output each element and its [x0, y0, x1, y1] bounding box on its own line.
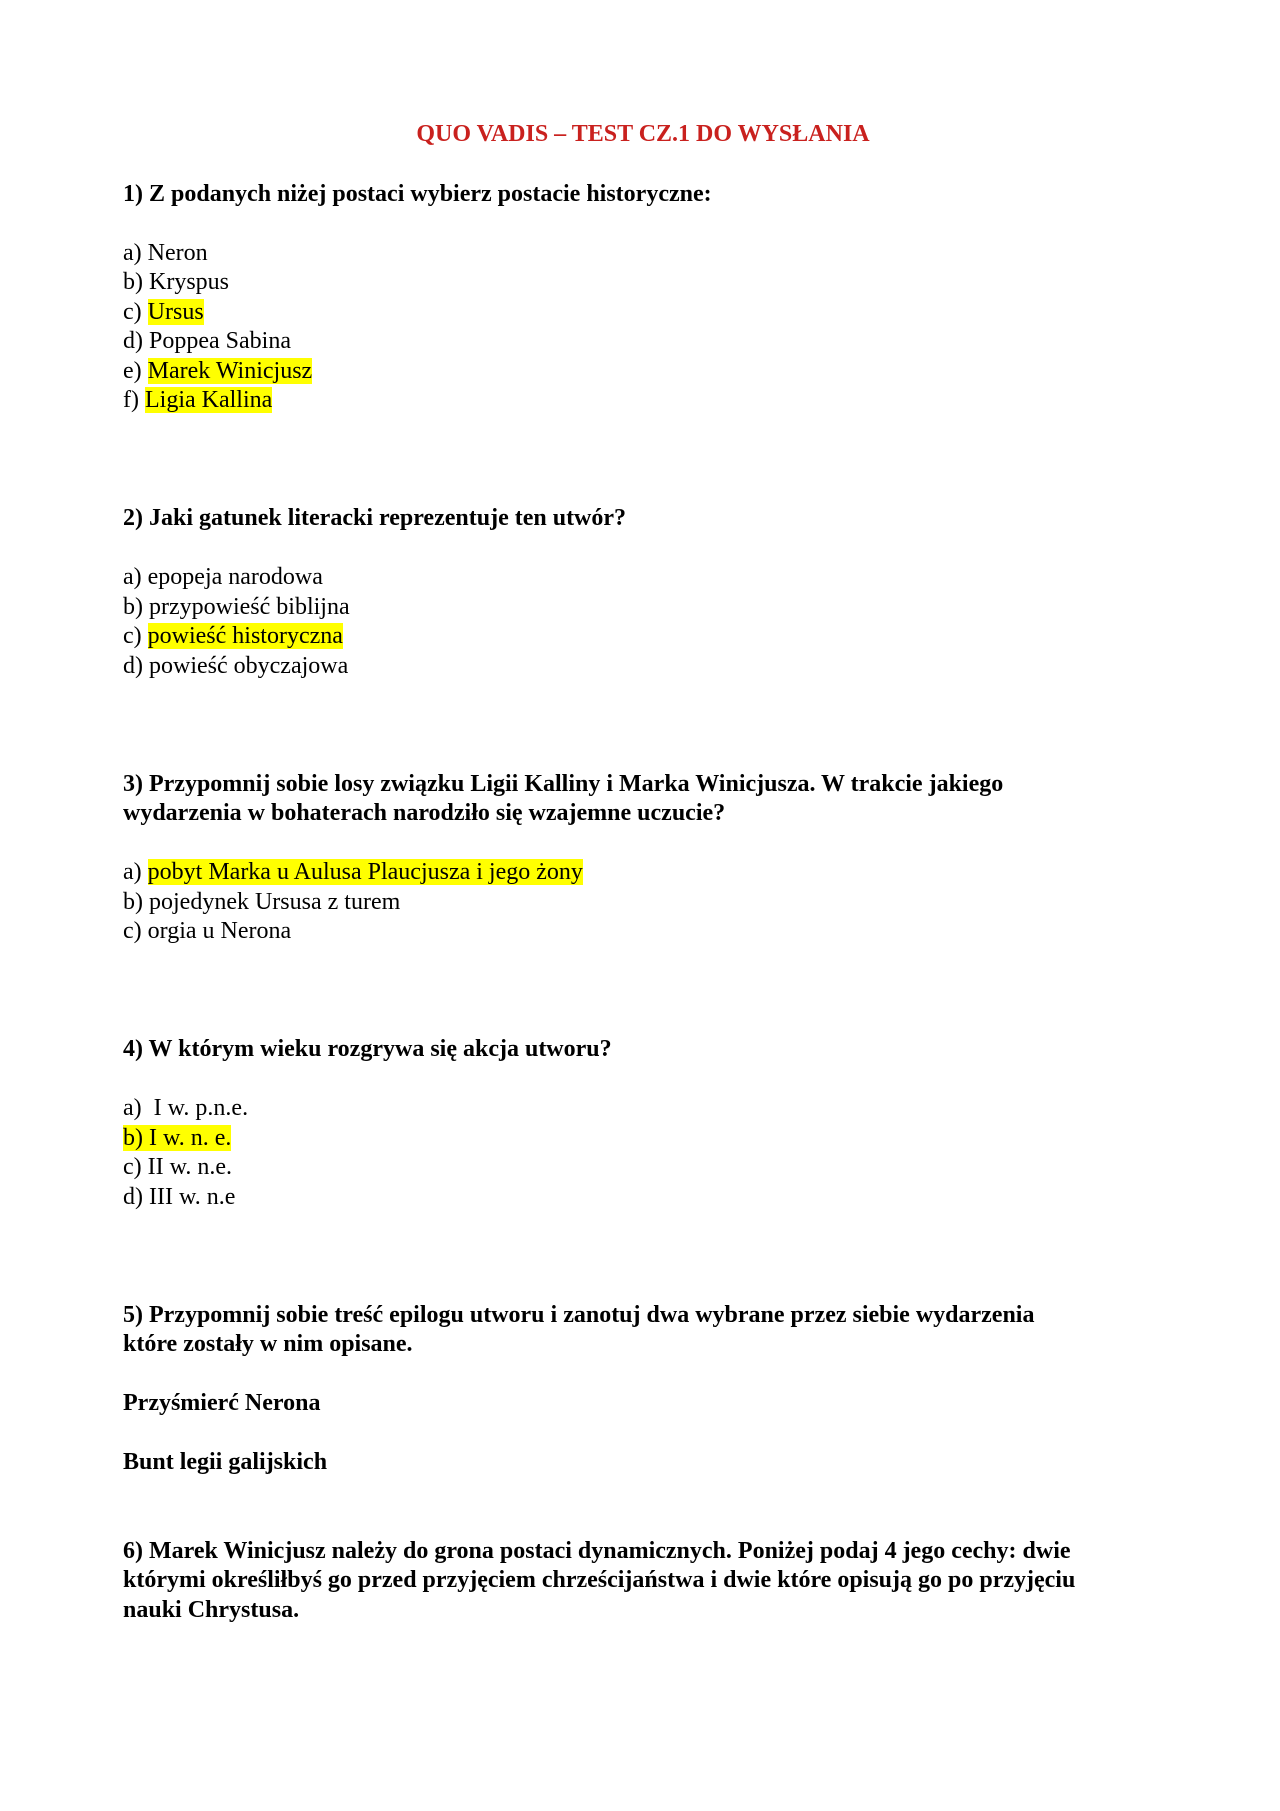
highlighted-answer: b) I w. n. e.: [123, 1124, 232, 1151]
q5-answer-1: Przyśmierć Nerona: [123, 1390, 321, 1416]
q3-option-a: a) pobyt Marka u Aulusa Plaucjusza i jego żony: [123, 859, 583, 885]
q2-option-d: d) powieść obyczajowa: [123, 652, 349, 679]
question-2: 2) Jaki gatunek literacki reprezentuje ten utwór?: [123, 505, 627, 531]
q4-option-c: c) II w. n.e.: [123, 1154, 233, 1180]
question-6-line-3: nauki Chrystusa.: [123, 1596, 300, 1623]
q3-option-c: c) orgia u Nerona: [123, 918, 292, 944]
question-5-line-1: 5) Przypomnij sobie treść epilogu utworu i zanotuj dwa wybrane przez siebie wydarzenia: [123, 1301, 1035, 1328]
q5-answer-2: Bunt legii galijskich: [123, 1449, 328, 1475]
spacer: [123, 1360, 1163, 1390]
q1-option-d: d) Poppea Sabina: [123, 328, 291, 354]
q1-option-e: e) Marek Winicjusz: [123, 357, 313, 384]
spacer: [123, 829, 1163, 859]
q1-option-a: a) Neron: [123, 239, 208, 266]
document-title: QUO VADIS – TEST CZ.1 DO WYSŁANIA: [416, 121, 870, 147]
q2-option-b: b) przypowieść biblijna: [123, 593, 350, 620]
q1-option-b: b) Kryspus: [123, 269, 230, 295]
q1-option-c: c) Ursus: [123, 298, 204, 325]
q1-option-f: f) Ligia Kallina: [123, 387, 273, 413]
spacer: [123, 1478, 1163, 1537]
spacer: [123, 947, 1163, 1036]
spacer: [123, 1419, 1163, 1449]
document-page: [123, 120, 1163, 1625]
question-6-line-2: którymi określiłbyś go przed przyjęciem chrześcijaństwa i dwie które opisują go po przyjęciu: [123, 1567, 1076, 1593]
highlighted-answer: powieść historyczna: [147, 623, 343, 649]
highlighted-answer: Ligia Kallina: [144, 387, 273, 413]
q2-option-c: c) powieść historyczna: [123, 623, 343, 649]
spacer: [123, 681, 1163, 770]
q4-option-b: [123, 1124, 1163, 1154]
question-1: 1) Z podanych niżej postaci wybierz postacie historyczne:: [123, 180, 712, 207]
question-3-line-1: 3) Przypomnij sobie losy związku Ligii Kalliny i Marka Winicjusza. W trakcie jakiego: [123, 770, 1004, 797]
q2-option-a: a) epopeja narodowa: [123, 564, 323, 590]
spacer: [123, 1065, 1163, 1095]
q4-option-d: d) III w. n.e: [123, 1183, 236, 1210]
highlighted-answer: pobyt Marka u Aulusa Plaucjusza i jego żony: [147, 859, 583, 885]
highlighted-answer: Ursus: [147, 298, 204, 325]
question-3-line-2: wydarzenia w bohaterach narodziło się wzajemne uczucie?: [123, 800, 726, 826]
question-4: 4) W którym wieku rozgrywa się akcja utworu?: [123, 1036, 612, 1062]
q3-option-b: b) pojedynek Ursusa z turem: [123, 888, 401, 915]
highlighted-answer: Marek Winicjusz: [147, 357, 313, 384]
q4-option-a: a) I w. p.n.e.: [123, 1095, 249, 1121]
spacer: [123, 534, 1163, 564]
spacer: [123, 1212, 1163, 1301]
spacer: [123, 416, 1163, 505]
question-6-line-1: 6) Marek Winicjusz należy do grona postaci dynamicznych. Poniżej podaj 4 jego cechy: dwie: [123, 1537, 1071, 1564]
spacer: [123, 209, 1163, 239]
question-5-line-2: które zostały w nim opisane.: [123, 1331, 413, 1357]
